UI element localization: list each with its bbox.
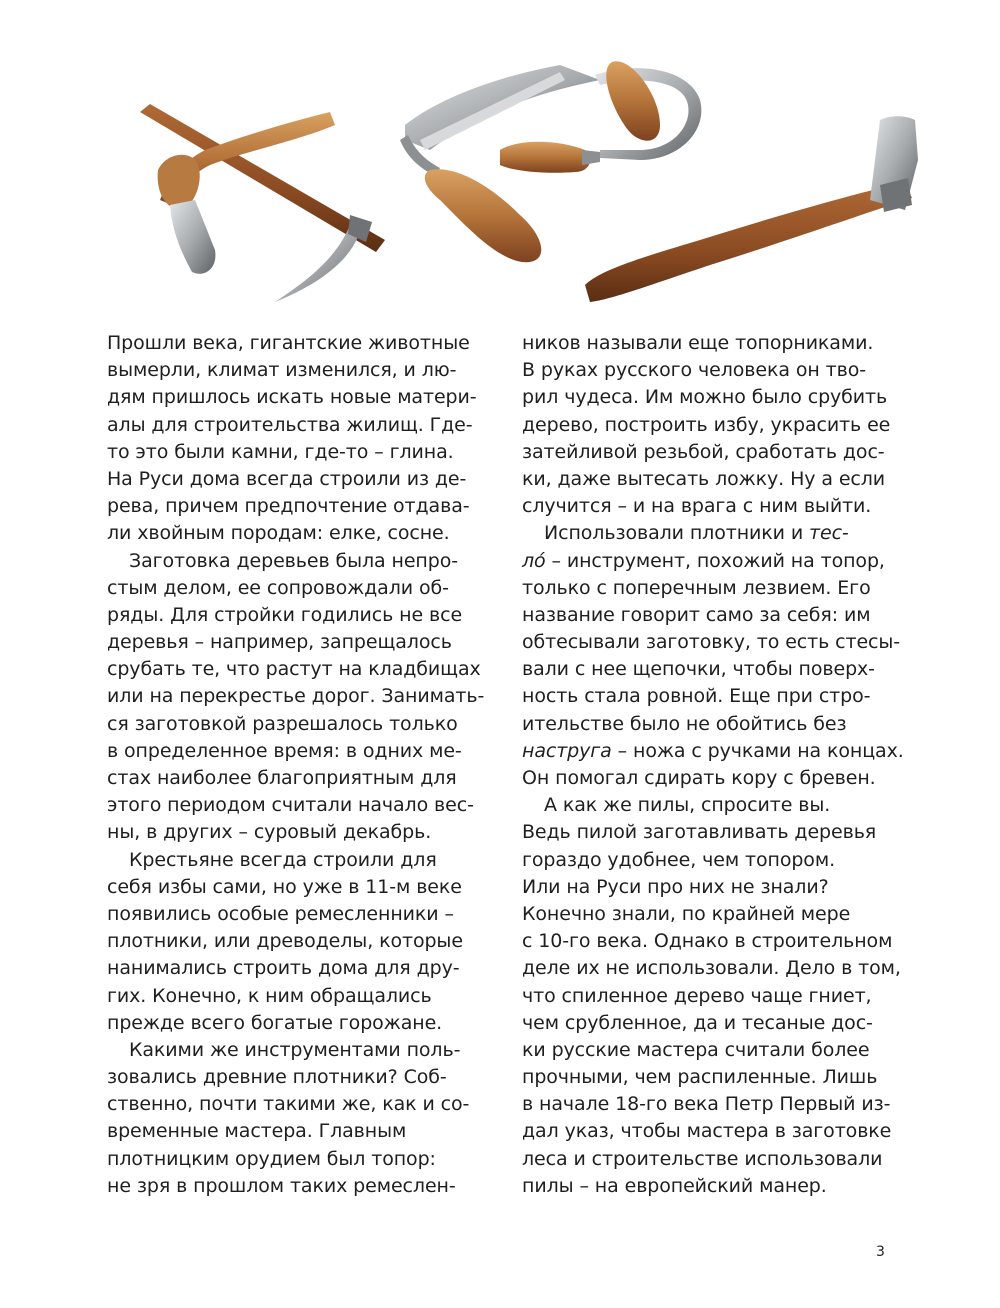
text-line: что спиленное дерево чаще гниет, bbox=[522, 984, 872, 1007]
text-line: дал указ, чтобы мастера в заготовке bbox=[522, 1120, 892, 1143]
text-line: Использовали плотники и тес- bbox=[544, 522, 849, 545]
text-line: себя избы сами, но уже в 11-м веке bbox=[107, 875, 462, 898]
text-line: только с поперечным лезвием. Его bbox=[522, 576, 871, 599]
text-line: Он помогал сдирать кору с бревен. bbox=[522, 767, 876, 789]
text-line: ственно, почти такими же, как и со- bbox=[107, 1093, 470, 1116]
text-line: леса и строительстве использовали bbox=[522, 1147, 883, 1170]
text-line: ло́ – инструмент, похожий на топор, bbox=[522, 549, 885, 572]
text-line: дям пришлось искать новые матери- bbox=[107, 386, 477, 409]
text-line: чем срубленное, да и тесаные дос- bbox=[522, 1011, 873, 1034]
tools-illustration bbox=[0, 0, 1000, 320]
text-line: ны, в других – суровый декабрь. bbox=[107, 821, 432, 844]
text-line: с 10-го века. Однако в строительном bbox=[522, 930, 893, 953]
text-line: рева, причем предпочтение отдава- bbox=[107, 495, 470, 518]
text-line: срубать те, что растут на кладбищах bbox=[107, 658, 481, 681]
right-text-column bbox=[522, 330, 907, 1200]
text-line: ность стала ровной. Еще при стро- bbox=[522, 685, 871, 708]
text-line: в начале 18-го века Петр Первый из- bbox=[522, 1093, 891, 1116]
text-line: или на перекрестье дорог. Занимать- bbox=[107, 685, 485, 708]
text-line: стым делом, ее сопровождали об- bbox=[107, 576, 449, 599]
text-line: Крестьяне всегда строили для bbox=[129, 848, 437, 871]
text-line: ительстве было не обойтись без bbox=[522, 712, 847, 735]
text-line: то это были камни, где-то – глина. bbox=[107, 440, 454, 463]
text-line: гих. Конечно, к ним обращались bbox=[107, 984, 432, 1007]
text-line: Заготовка деревьев была непро- bbox=[129, 549, 458, 572]
text-line: ряды. Для стройки годились не все bbox=[107, 603, 463, 626]
text-line: не зря в прошлом таких ремеслен- bbox=[107, 1174, 456, 1197]
text-line: зовались древние плотники? Соб- bbox=[107, 1066, 447, 1089]
text-line: Или на Руси про них не знали? bbox=[522, 875, 829, 898]
text-line: алы для строительства жилищ. Где- bbox=[107, 413, 473, 436]
text-line: вымерли, климат изменился, и лю- bbox=[107, 359, 457, 382]
axe-illustration bbox=[585, 116, 918, 302]
text-line: затейливой резьбой, сработать дос- bbox=[522, 440, 885, 463]
text-line: ли хвойным породам: елке, сосне. bbox=[107, 522, 450, 545]
text-line: наструга – ножа с ручками на концах. bbox=[522, 739, 904, 762]
text-line: обтесывали заготовку, то есть стесы- bbox=[522, 631, 901, 654]
text-line: дерево, построить избу, украсить ее bbox=[522, 413, 891, 436]
text-line: прежде всего богатые горожане. bbox=[107, 1011, 443, 1034]
text-line: нанимались строить дома для дру- bbox=[107, 957, 460, 980]
text-line: название говорит само за себя: им bbox=[522, 603, 871, 626]
text-line: Ведь пилой заготавливать деревья bbox=[522, 821, 877, 844]
text-line: ников называли еще топорниками. bbox=[522, 332, 874, 354]
left-text-column bbox=[107, 330, 492, 1200]
text-line: Прошли века, гигантские животные bbox=[107, 332, 470, 354]
text-line: гораздо удобнее, чем топором. bbox=[522, 848, 836, 871]
text-line: этого периодом считали начало вес- bbox=[107, 794, 474, 817]
adze-and-axe-illustration bbox=[140, 104, 385, 302]
text-line: ки, даже вытесать ложку. Ну а если bbox=[522, 467, 886, 490]
text-line: Какими же инструментами поль- bbox=[129, 1038, 461, 1061]
text-line: В руках русского человека он тво- bbox=[522, 359, 866, 382]
text-line: На Руси дома всегда строили из де- bbox=[107, 467, 467, 490]
text-line: рил чудеса. Им можно было срубить bbox=[522, 386, 888, 409]
text-line: А как же пилы, спросите вы. bbox=[544, 794, 831, 817]
text-line: деревья – например, запрещалось bbox=[107, 631, 452, 654]
text-line: вали с нее щепочки, чтобы поверх- bbox=[522, 658, 875, 681]
text-line: появились особые ремесленники – bbox=[107, 902, 454, 925]
text-line: Конечно знали, по крайней мере bbox=[522, 902, 851, 925]
text-line: деле их не использовали. Дело в том, bbox=[522, 957, 901, 980]
text-line: прочными, чем распиленные. Лишь bbox=[522, 1066, 878, 1089]
text-line: в определенное время: в одних ме- bbox=[107, 739, 462, 762]
text-line: стах наиболее благоприятным для bbox=[107, 767, 457, 789]
text-line: пилы – на европейский манер. bbox=[522, 1174, 827, 1197]
text-line: плотники, или древоделы, которые bbox=[107, 930, 463, 953]
text-line: ки русские мастера считали более bbox=[522, 1038, 870, 1061]
text-line: плотницким орудием был топор: bbox=[107, 1147, 436, 1170]
page-number: 3 bbox=[876, 1244, 885, 1260]
text-line: случится – и на врага с ним выйти. bbox=[522, 495, 872, 518]
text-line: ся заготовкой разрешалось только bbox=[107, 712, 458, 735]
drawknife-illustration bbox=[400, 61, 701, 262]
text-line: временные мастера. Главным bbox=[107, 1120, 407, 1143]
